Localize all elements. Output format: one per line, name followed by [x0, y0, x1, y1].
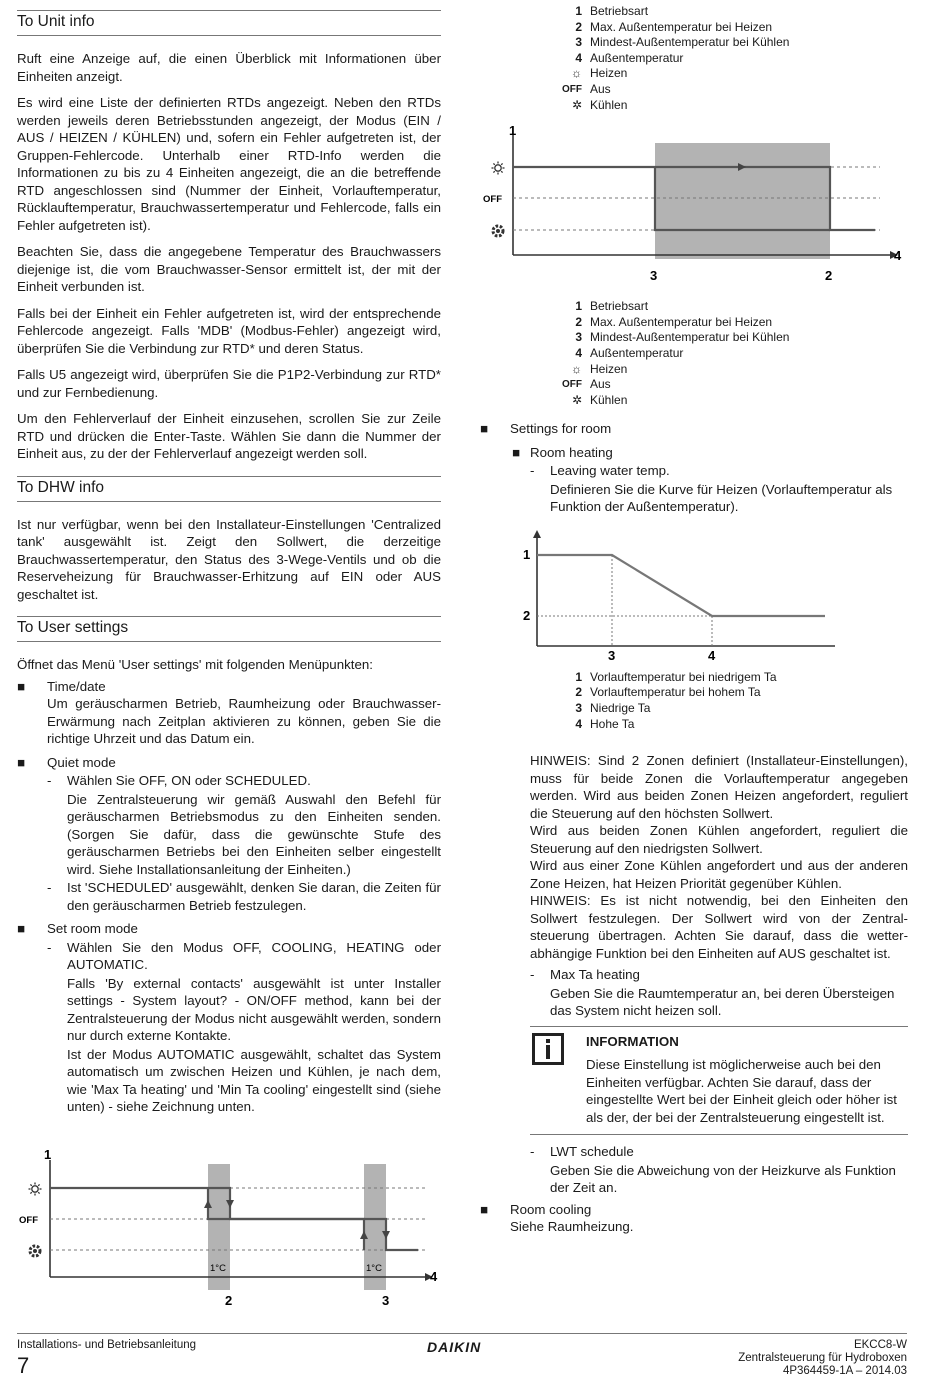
bullet-text: Siehe Raumheizung. — [510, 1219, 634, 1235]
sun-heating-icon: ☼ — [571, 361, 582, 376]
cooling-icon: ✲ — [571, 392, 582, 407]
curve-label-y1: 1 — [523, 546, 531, 562]
dash-marker: - — [47, 939, 52, 955]
legend-row — [552, 20, 908, 36]
page-footer — [17, 1333, 907, 1378]
axis-label-x: 4 — [430, 1269, 438, 1284]
information-title: INFORMATION — [586, 1033, 679, 1049]
dash-item — [530, 1143, 908, 1197]
section-heading-unit-info: To Unit info — [17, 10, 441, 36]
dash-marker: - — [530, 463, 535, 479]
bullet-time-date — [17, 678, 441, 748]
daikin-logo: DAIKIN — [427, 1339, 482, 1355]
legend-key: 3 — [575, 330, 582, 345]
legend-row — [552, 51, 908, 67]
legend-key: 4 — [575, 50, 582, 65]
legend-curve — [552, 670, 908, 732]
dash-title: Max Ta heating — [550, 967, 640, 983]
curve-label-x4: 4 — [708, 647, 716, 663]
legend-row — [552, 299, 908, 315]
paragraph: Falls bei der Einheit ein Fehler aufgetreten ist, wird der entsprechende Fehlercode angezeigt. Falls 'MDB' (Modbus-Fehler) angezeigt wird, überprüfen Sie die Verbindung zur RTD* und deren Status. — [17, 305, 441, 356]
legend-row — [552, 35, 908, 51]
dash-item — [47, 772, 441, 878]
footer-manual-label: Installations- und Betriebsanleitung — [17, 1339, 197, 1351]
legend-text: Betriebsart — [590, 299, 649, 314]
legend-row — [552, 66, 908, 82]
sun-heating-icon — [29, 1183, 42, 1196]
bullet-room-heating — [510, 444, 908, 462]
left-column — [17, 10, 441, 1122]
dash-text: Wählen Sie den Modus OFF, COOLING, HEATING oder AUTOMATIC. — [67, 939, 441, 972]
curve-label-x3: 3 — [608, 647, 616, 663]
legend-bottom — [552, 299, 908, 408]
bullet-set-room-mode — [17, 920, 441, 1116]
shaded-band — [655, 143, 830, 259]
bullet-square-icon: ■ — [17, 921, 26, 936]
footer-subtitle: Zentralsteuerung für Hydroboxen — [738, 1352, 907, 1364]
legend-text: Kühlen — [590, 97, 628, 112]
bullet-settings-for-room — [480, 420, 908, 438]
legend-text: Max. Außentemperatur bei Heizen — [590, 19, 773, 34]
dash-text: Ist 'SCHEDULED' ausgewählt, denken Sie daran, die Zeiten für den geräuscharmen Betrieb festzulegen. — [67, 880, 441, 913]
paragraph: Öffnet das Menü 'User settings' mit folgenden Menüpunkten: — [17, 657, 373, 672]
sun-heating-icon: ☼ — [571, 66, 582, 81]
note-text: Wird aus beiden Zonen Kühlen angefordert, reguliert die Steuerung auf den niedrigsten Sollwert. — [530, 823, 908, 856]
cooling-icon — [30, 1246, 40, 1256]
legend-text: Heizen — [590, 66, 628, 81]
bullet-quiet-mode — [17, 754, 441, 915]
legend-row — [552, 393, 908, 409]
legend-row — [552, 330, 908, 346]
off-label: OFF — [483, 194, 502, 206]
right-column — [480, 4, 908, 1242]
legend-key: 1 — [575, 669, 582, 684]
paragraph: Beachten Sie, dass die angegebene Temperatur des Brauchwassers diejenige ist, die vom Brauchwasser-Sensor ermittelt ist, der mit der Einheit verbunden ist. — [17, 244, 441, 294]
legend-key: OFF — [562, 83, 582, 95]
legend-row — [552, 82, 908, 98]
dash-marker: - — [530, 1144, 535, 1160]
cooling-icon — [493, 226, 503, 236]
legend-key: 2 — [575, 685, 582, 700]
dash-text: Die Zentralsteuerung wir gemäß Auswahl den Befehl für geräuscharmen Betriebsmodus zu den Einheiten senden. (Sorgen Sie dafür, dass die gewünschte Stufe des geräuscharmen Betriebs bei den Einheiten selber eingestellt wird. Siehe Installationsanleitung der Einheiten.) — [67, 791, 441, 877]
dash-text: Ist der Modus AUTOMATIC ausgewählt, schaltet das System automatisch um zwischen Heizen und Kühlen, je nach dem, wie 'Max Ta heating' und 'Min Ta cooling' eingestellt sind (siehe unten) - siehe Zeichnung unten. — [67, 1046, 441, 1114]
footer-doc-number: 4P364459-1A – 2014.03 — [782, 1365, 907, 1377]
page-number: 7 — [17, 1353, 30, 1378]
bullet-text: Um geräuscharmen Betrieb, Raumheizung oder Brauchwasser-Erwärmung nach Zeitplan aktivieren zu können, geben Sie die richtige Uhrzeit und das Datum ein. — [47, 696, 441, 746]
legend-row — [552, 315, 908, 331]
paragraph: Um den Fehlerverlauf der Einheit einzusehen, scrollen Sie zur Zeile RTD und drücken die Enter-Taste. Wählen Sie dann die Nummer der Einheit aus, zu der der Fehlerverlauf angezeigt werden soll. — [17, 411, 441, 461]
dash-text: Falls 'By external contacts' ausgewählt ist unter Installer settings - System layout? - ON/OFF method, kann bei der Zentralsteuerung der Modus nicht ausgewählt werden, sondern nur durch externe Kontakte. — [67, 975, 441, 1043]
footer-model: EKCC8-W — [853, 1339, 907, 1351]
dash-marker: - — [47, 880, 52, 895]
sun-heating-icon — [492, 162, 505, 175]
marker-label: 2 — [225, 1293, 233, 1308]
dash-title: LWT schedule — [550, 1144, 634, 1160]
legend-key: 1 — [575, 299, 582, 314]
section-heading-user-settings: To User settings — [17, 616, 441, 642]
legend-text: Aus — [590, 81, 611, 96]
bullet-room-cooling — [480, 1201, 908, 1236]
bullet-title: Room cooling — [510, 1201, 592, 1217]
dash-item — [530, 462, 908, 516]
legend-text: Mindest-Außentemperatur bei Kühlen — [590, 330, 790, 345]
dash-marker: - — [47, 773, 52, 788]
legend-key: 3 — [575, 701, 582, 715]
legend-text: Mindest-Außentemperatur bei Kühlen — [590, 35, 790, 50]
curve-label-y2: 2 — [523, 607, 531, 623]
bullet-title: Time/date — [47, 678, 106, 694]
dash-title: Leaving water temp. — [550, 463, 670, 479]
hysteresis-label: 1°C — [366, 1263, 382, 1274]
hysteresis-label: 1°C — [210, 1263, 226, 1274]
dash-item — [47, 879, 441, 914]
dash-text: Geben Sie die Abweichung von der Heizkurve als Funktion der Zeit an. — [550, 1162, 896, 1196]
section-heading-dhw-info: To DHW info — [17, 476, 441, 502]
legend-text: Niedrige Ta — [590, 701, 651, 715]
legend-row — [552, 670, 908, 686]
off-label: OFF — [19, 1215, 38, 1226]
footer-model-info — [738, 1339, 907, 1378]
legend-text: Aus — [590, 377, 611, 392]
legend-text: Außentemperatur — [590, 345, 684, 360]
legend-row — [552, 377, 908, 393]
paragraph: Es wird eine Liste der definierten RTDs angezeigt. Neben den RTDs werden jeweils deren Betriebsstunden angezeigt, der Modus (EIN / AUS / HEIZEN / KÜHLEN) und, sofern ein Fehler aufgetreten ist, der Gruppen-Fehlercode. Unterhalb einer RTD-Info werden die Informationen zu bis zu 4 Einheiten angezeigt, die an die betreffende RTD angeschlossen sind (Nummer der Einheit, Vorlauftemperatur, Rücklauftemperatur, Brauchwassertemperatur und Fehlercode, falls ein Fehler aufgetreten ist). — [17, 95, 441, 233]
legend-text: Max. Außentemperatur bei Heizen — [590, 314, 773, 329]
paragraph: Ruft eine Anzeige auf, die einen Überblick mit Informationen über Einheiten anzeigt. — [17, 51, 441, 84]
note-text: HINWEIS: Es ist nicht notwendig, bei den Einheiten den Sollwert festzulegen. Der Sollwert wird von der Zentral-steuerung übertragen. Achten Sie darauf, dass die wetter-abhängige Funktion bei den Einheiten auf AUS geschaltet ist. — [530, 893, 908, 961]
note-text: HINWEIS: Sind 2 Zonen definiert (Installateur-Einstellungen), muss für beide Zonen die Vorlauftemperatur angegeben werden. Wird aus beiden Zonen Heizen angefordert, reguliert die Steuerung auf den höchsten Sollwert. — [530, 753, 908, 821]
cooling-icon: ✲ — [571, 97, 582, 112]
legend-key: 4 — [575, 345, 582, 360]
legend-text: Außentemperatur — [590, 50, 684, 65]
marker-label: 3 — [650, 268, 658, 284]
bullet-square-icon: ■ — [480, 421, 489, 437]
legend-row — [552, 98, 908, 114]
legend-key: OFF — [562, 379, 582, 391]
legend-row — [552, 717, 908, 733]
bullet-square-icon: ■ — [512, 444, 521, 460]
legend-row — [552, 701, 908, 717]
legend-text: Betriebsart — [590, 4, 649, 18]
information-text: Diese Einstellung ist möglicherweise auch bei den Einheiten verfügbar. Achten Sie darauf, dass der eingestellte Wert bei der Einheit gleich oder höher ist als der, der bei der Zentralsteuerung eingestellt ist. — [586, 1057, 897, 1125]
legend-row — [552, 4, 908, 20]
dash-text: Wählen Sie OFF, ON oder SCHEDULED. — [67, 773, 311, 788]
bullet-square-icon: ■ — [17, 678, 26, 694]
legend-key: 3 — [575, 35, 582, 50]
bullet-square-icon: ■ — [480, 1201, 489, 1217]
bullet-title: Quiet mode — [47, 754, 116, 770]
note-text: Wird aus einer Zone Kühlen angefordert und aus der anderen Zone Heizen, hat Heizen Priorität gegenüber Kühlen. — [530, 858, 908, 891]
dash-text: Definieren Sie die Kurve für Heizen (Vorlauftemperatur als Funktion der Außentemperatur). — [550, 481, 893, 515]
mode-switch-diagram-left — [0, 1140, 450, 1310]
legend-text: Heizen — [590, 361, 628, 376]
paragraph: Falls U5 angezeigt wird, überprüfen Sie die P1P2-Verbindung zur RTD* und zur Fernbedienung. — [17, 367, 441, 400]
bullet-title: Room heating — [530, 444, 613, 460]
bullet-title: Settings for room — [510, 421, 612, 437]
marker-label: 3 — [382, 1293, 390, 1308]
axis-label-y: 1 — [509, 123, 517, 139]
dash-marker: - — [530, 967, 535, 983]
bullet-title: Set room mode — [47, 921, 138, 936]
dash-text: Geben Sie die Raumtemperatur an, bei deren Übersteigen das System nicht heizen soll. — [550, 985, 895, 1019]
heating-curve-diagram — [480, 526, 908, 666]
marker-label: 2 — [825, 268, 833, 284]
legend-text: Vorlauftemperatur bei niedrigem Ta — [590, 669, 777, 684]
dash-item — [530, 966, 908, 1020]
axis-label-x: 4 — [894, 248, 902, 264]
legend-row — [552, 346, 908, 362]
dash-item — [47, 939, 441, 1116]
legend-text: Kühlen — [590, 392, 628, 407]
legend-key: 4 — [575, 716, 582, 731]
information-box — [530, 1026, 908, 1136]
legend-key: 2 — [575, 19, 582, 34]
legend-top — [552, 4, 908, 113]
legend-text: Hohe Ta — [590, 716, 635, 731]
mode-switch-diagram-right — [480, 115, 908, 307]
legend-row — [552, 362, 908, 378]
paragraph: Ist nur verfügbar, wenn bei den Installateur-Einstellungen 'Centralized tank' ausgewählt ist. Zeigt den Sollwert, die derzeitige Brauchwassertemperatur, den Status des 3-Wege-Ventils und ob die Reserveheizung für Brauchwasser-Erhitzung auf EIN oder AUS geschaltet ist. — [17, 516, 441, 602]
hinweis-block — [530, 752, 908, 962]
axis-label-y: 1 — [44, 1147, 52, 1162]
bullet-square-icon: ■ — [17, 754, 26, 770]
legend-row — [552, 685, 908, 701]
legend-key: 1 — [575, 4, 582, 18]
legend-key: 2 — [575, 314, 582, 329]
legend-text: Vorlauftemperatur bei hohem Ta — [590, 685, 761, 700]
information-icon — [532, 1033, 564, 1065]
